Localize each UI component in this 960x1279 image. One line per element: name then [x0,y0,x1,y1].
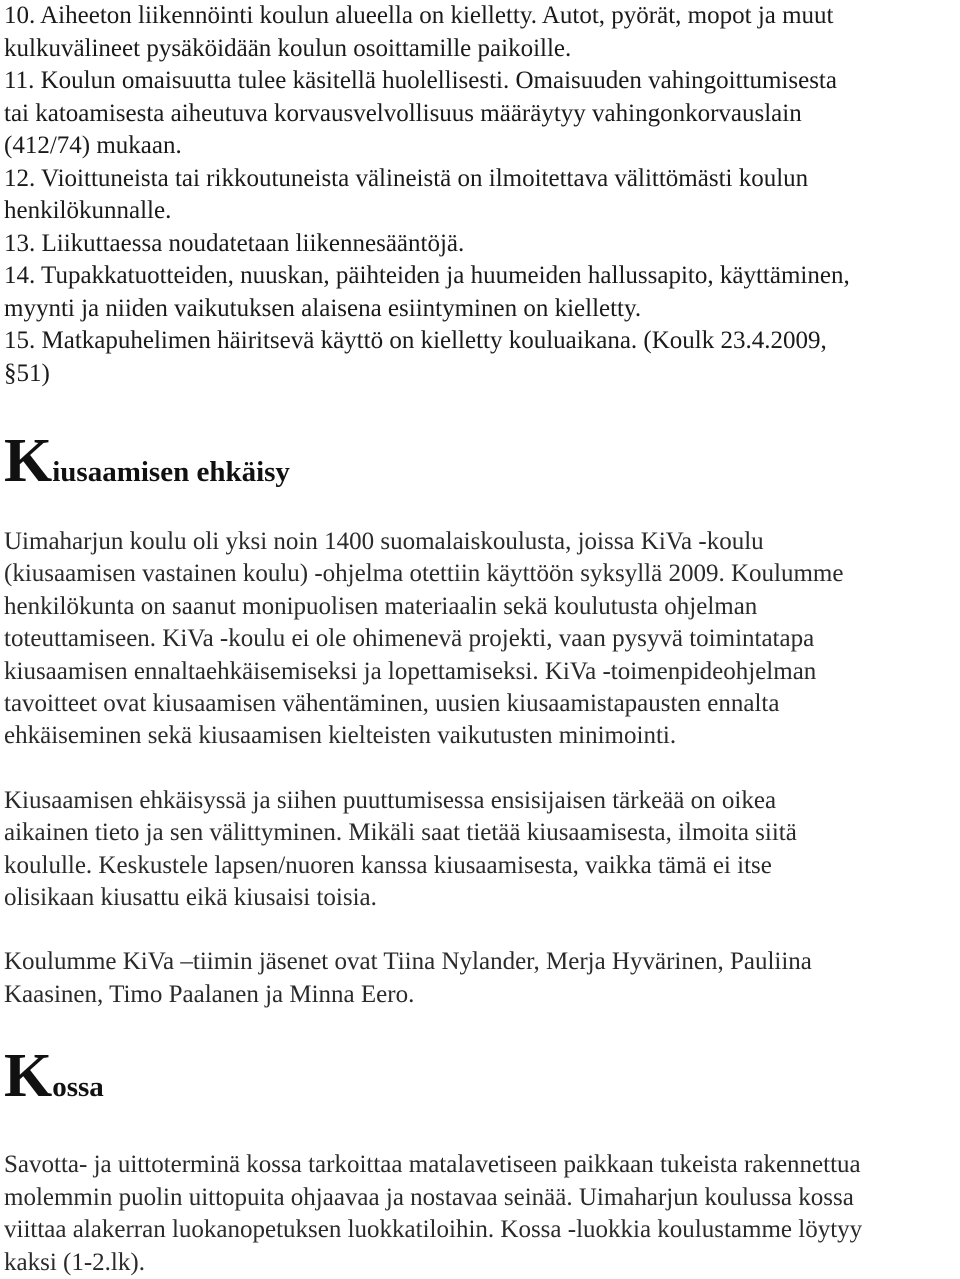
rule-line: 14. Tupakkatuotteiden, nuuskan, päihteiden ja huumeiden hallussapito, käyttäminen, [4,262,850,289]
heading-rest: iusaamisen ehkäisy [52,456,290,488]
heading-initial: K [4,427,53,495]
paragraph-line: henkilökunta on saanut monipuolisen materiaalin sekä koulutusta ohjelman [4,592,758,620]
paragraph-line: toteuttamiseen. KiVa -koulu ei ole ohimenevä projekti, vaan pysyvä toimintatapa [4,625,815,653]
rule-line: kulkuvälineet pysäköidään koulun osoittamille paikoille. [4,34,572,62]
paragraph-line: olisikaan kiusattu eikä kiusaisi toisia. [4,884,377,912]
section-heading-kossa [4,1042,958,1111]
paragraph-line: kiusaamisen ennaltaehkäisemiseksi ja lopettamiseksi. KiVa -toimenpideohjelman [4,657,817,685]
rule-line: 13. Liikuttaessa noudatetaan liikennesääntöjä. [4,229,465,257]
kiusaaminen-paragraph-1 [4,526,958,753]
paragraph-line: Uimaharjun koulu oli yksi noin 1400 suomalaiskoulusta, joissa KiVa -koulu [4,528,764,555]
rules-list [4,0,958,390]
heading-initial: K [4,1042,53,1111]
rule-line: (412/74) mukaan. [4,132,182,159]
paragraph-line: aikainen tieto ja sen välittyminen. Mikäli saat tietää kiusaamisesta, ilmoita siitä [4,819,797,847]
paragraph-line: Kaasinen, Timo Paalanen ja Minna Eero. [4,980,415,1008]
rule-line: myynti ja niiden vaikutuksen alaisena esiintyminen on kielletty. [4,294,642,322]
paragraph-line: Koulumme KiVa –tiimin jäsenet ovat Tiina Nylander, Merja Hyvärinen, Pauliina [4,948,812,976]
paragraph-line: viittaa alakerran luokanopetuksen luokkatiloihin. Kossa -luokkia koulustamme löytyy [4,1216,863,1244]
rule-line: 10. Aiheeton liikennöinti koulun alueella on kielletty. Autot, pyörät, mopot ja muut [4,2,834,29]
rule-line: henkilökunnalle. [4,197,172,224]
kossa-paragraph-1 [4,1149,958,1279]
kiusaaminen-paragraph-3 [4,946,958,1011]
rule-line: 12. Vioittuneista tai rikkoutuneista välineistä on ilmoitettava välittömästi koulun [4,164,809,192]
document-page [4,0,958,1279]
paragraph-line: tavoitteet ovat kiusaamisen vähentäminen, uusien kiusaamistapausten ennalta [4,690,780,718]
heading-rest: ossa [52,1071,104,1104]
rule-line: tai katoamisesta aiheutuva korvausvelvollisuus määräytyy vahingonkorvauslain [4,99,802,127]
kiusaaminen-paragraph-2 [4,785,958,915]
paragraph-line: molemmin puolin uittopuita ohjaavaa ja nostavaa seinää. Uimaharjun koulussa kossa [4,1183,854,1211]
paragraph-line: (kiusaamisen vastainen koulu) -ohjelma otettiin käyttöön syksyllä 2009. Koulumme [4,560,844,588]
paragraph-line: Kiusaamisen ehkäisyssä ja siihen puuttumisessa ensisijaisen tärkeää on oikea [4,786,777,814]
section-heading-kiusaaminen [4,427,958,495]
rule-line: 15. Matkapuhelimen häiritsevä käyttö on kielletty kouluaikana. (Koulk 23.4.2009, [4,327,827,354]
paragraph-line: Savotta- ja uittoterminä kossa tarkoittaa matalavetiseen paikkaan tukeista rakennettua [4,1151,861,1179]
paragraph-line: koululle. Keskustele lapsen/nuoren kanssa kiusaamisesta, vaikka tämä ei itse [4,851,772,879]
paragraph-line: ehkäiseminen sekä kiusaamisen kielteisten vaikutusten minimointi. [4,722,677,750]
paragraph-line: kaksi (1-2.lk). [4,1248,145,1276]
rule-line: §51) [4,359,50,387]
rule-line: 11. Koulun omaisuutta tulee käsitellä huolellisesti. Omaisuuden vahingoittumisesta [4,67,837,94]
